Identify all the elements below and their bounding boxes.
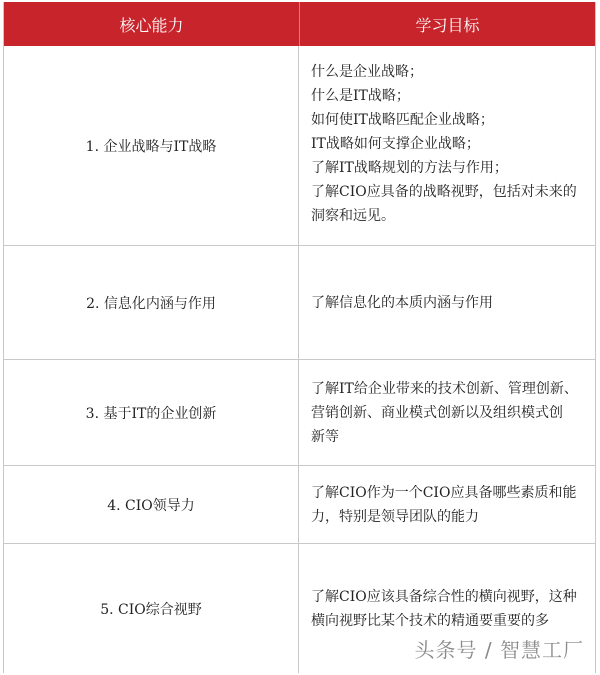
- table-row: [4, 360, 595, 466]
- goal-line: 了解CIO作为一个CIO应具备哪些素质和能: [311, 484, 577, 501]
- goal-line: 了解CIO应该具备综合性的横向视野，这种: [311, 588, 577, 605]
- ability-cell: 4. CIO领导力: [4, 466, 299, 543]
- goal-line: 洞察和远见。: [311, 208, 395, 224]
- goals-cell: [299, 46, 595, 245]
- goal-line: 什么是IT战略；: [311, 88, 410, 104]
- watermark: 头条号 / 智慧工厂: [414, 638, 584, 662]
- header-learning-goals: 学习目标: [415, 15, 480, 35]
- goal-line: 新等: [311, 428, 339, 445]
- goals-cell: [299, 360, 595, 465]
- goal-line: IT战略如何支撑企业战略；: [311, 136, 480, 152]
- goal-line: 了解CIO应具备的战略视野，包括对未来的: [311, 184, 577, 200]
- goal-line: 横向视野比某个技术的精通要重要的多: [311, 612, 549, 629]
- goal-line: 如何使IT战略匹配企业战略；: [311, 112, 494, 128]
- table-row: [4, 46, 595, 246]
- goal-line: 营销创新、商业模式创新以及组织模式创: [311, 404, 563, 421]
- goal-line: 了解IT战略规划的方法与作用；: [311, 160, 508, 176]
- goal-line: 了解信息化的本质内涵与作用: [311, 294, 493, 311]
- ability-cell: 1. 企业战略与IT战略: [4, 46, 299, 245]
- goals-cell: [299, 466, 595, 543]
- goal-line: 了解IT给企业带来的技术创新、管理创新、: [311, 380, 578, 397]
- ability-cell: 3. 基于IT的企业创新: [4, 360, 299, 465]
- table-header: [4, 2, 595, 46]
- ability-cell: 5. CIO综合视野: [4, 544, 299, 673]
- goal-line: 什么是企业战略；: [311, 64, 423, 80]
- capability-table: [3, 2, 596, 673]
- ability-cell: 2. 信息化内涵与作用: [4, 246, 299, 359]
- table-row: [4, 246, 595, 360]
- goals-cell: [299, 246, 595, 359]
- goal-line: 力，特别是领导团队的能力: [311, 508, 479, 525]
- table-row: [4, 466, 595, 544]
- header-core-ability: 核心能力: [4, 2, 300, 46]
